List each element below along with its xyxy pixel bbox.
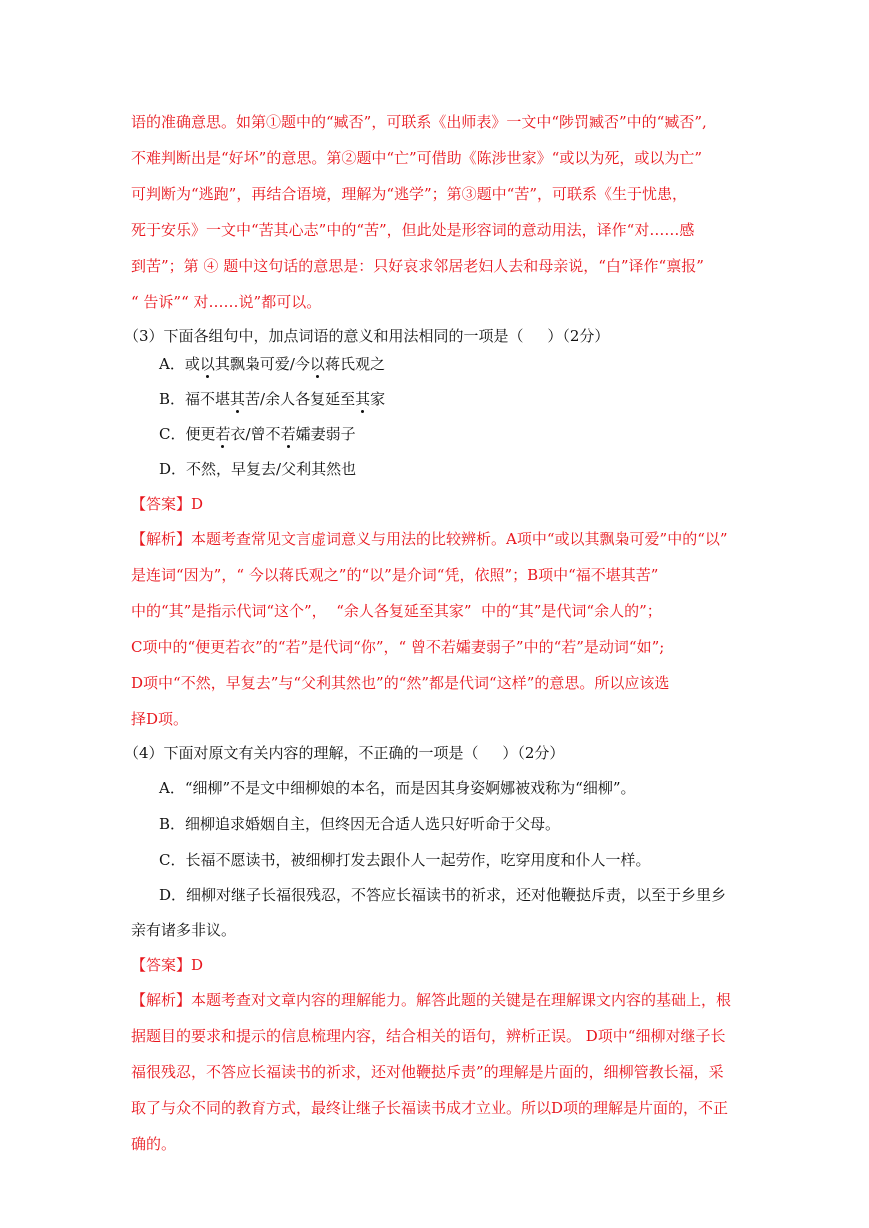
option-text: 家 (370, 390, 386, 408)
analysis-line: D项中“不然，早复去”与“父利其然也”的“然”都是代词“这样”的意思。所以应该选 (131, 674, 670, 692)
question-4-option-b: B．细柳追求婚姻自主，但终因无合适人选只好听命于父母。 (159, 815, 561, 833)
analysis-line (131, 529, 728, 549)
option-text: 其飘枭可爱/今 (214, 355, 310, 373)
analysis-line: 可判断为“逃跑”，再结合语境，理解为“逃学”；第③题中“苦”，可联系《生于忧患， (131, 185, 688, 203)
analysis-line: 取了与众不同的教育方式，最终让继子长福读书成才立业。所以D项的理解是片面的，不正 (131, 1099, 729, 1117)
analysis-line: 是连词“因为”，“ 今以蒋氏观之”的“以”是介词“凭，依照”；B项中“福不堪其苦” (131, 566, 659, 584)
dotted-word: 其 (355, 390, 371, 408)
question-3-option-c (159, 424, 356, 444)
dotted-word: 以 (309, 355, 325, 373)
question-4-option-c: C．长福不愿读书，被细柳打发去跟仆人一起劳作，吃穿用度和仆人一样。 (159, 851, 651, 869)
question-4-option-a: A．“细柳”不是文中细柳娘的本名，而是因其身姿婀娜被戏称为“细柳”。 (159, 779, 636, 797)
analysis-line: 到苦”；第 ④ 题中这句话的意思是：只好哀求邻居老妇人去和母亲说，“白”译作“禀报” (131, 257, 704, 275)
option-text: 蒋氏观之 (324, 355, 385, 373)
option-text: 衣/曾不 (230, 425, 281, 443)
analysis-text: 本题考查常见文言虚词意义与用法的比较辨析。A项中“或以其飘枭可爱”中的“以” (191, 530, 728, 548)
dotted-word: 其 (230, 390, 246, 408)
analysis-line: 死于安乐》一文中“苦其心志”中的“苦”，但此处是形容词的意动用法，译作“对……感 (131, 221, 695, 239)
analysis-text: 本题考查对文章内容的理解能力。解答此题的关键是在理解课文内容的基础上，根 (191, 991, 732, 1009)
option-text: C．便更 (159, 425, 216, 443)
answer-label: 【答案】 (131, 956, 192, 974)
analysis-line: “ 告诉”“ 对……说”都可以。 (131, 293, 322, 311)
answer-line (131, 955, 203, 975)
analysis-line: 中的“其”是指示代词“这个”， “余人各复延至其家” 中的“其”是代词“余人的”； (131, 602, 662, 620)
analysis-line: 福很残忍，不答应长福读书的祈求，还对他鞭挞斥责”的理解是片面的，细柳管教长福，采 (131, 1063, 724, 1081)
answer-line (131, 494, 203, 514)
option-text: 孀妻弱子 (295, 425, 356, 443)
question-3-option-b (159, 389, 385, 409)
answer-label: 【答案】 (131, 495, 192, 513)
answer-value: D (191, 495, 204, 513)
analysis-line: 择D项。 (131, 710, 189, 728)
question-3-option-a (159, 354, 385, 374)
option-text: A．或 (159, 355, 200, 373)
analysis-line: 语的准确意思。如第①题中的“臧否”，可联系《出师表》一文中“陟罚臧否”中的“臧否”, (131, 113, 707, 131)
question-4-option-d: D．细柳对继子长福很残忍，不答应长福读书的祈求，还对他鞭挞斥责，以至于乡里乡 (159, 886, 727, 904)
answer-value: D (191, 956, 204, 974)
analysis-line: 据题目的要求和提示的信息梳理内容，结合相关的语句，辨析正误。 D项中“细柳对继子长 (131, 1027, 726, 1045)
analysis-line (131, 990, 731, 1010)
analysis-line: 确的。 (131, 1135, 177, 1153)
dotted-word: 若 (215, 425, 231, 443)
dotted-word: 以 (199, 355, 215, 373)
analysis-label: 【解析】 (131, 530, 192, 548)
analysis-line: C项中的“便更若衣”的“若”是代词“你”，“ 曾不若孀妻弱子”中的“若”是动词“如”; (131, 638, 665, 656)
option-text: B．福不堪 (159, 390, 231, 408)
option-text: 苦/余人各复延至 (245, 390, 356, 408)
question-4-option-d-cont: 亲有诸多非议。 (131, 921, 237, 939)
dotted-word: 若 (280, 425, 296, 443)
analysis-label: 【解析】 (131, 991, 192, 1009)
analysis-line: 不难判断出是“好坏”的意思。第②题中“亡”可借助《陈涉世家》“或以为死，或以为亡” (131, 149, 703, 167)
question-3-stem: （3）下面各组句中，加点词语的意义和用法相同的一项是（ ）（2分） (124, 327, 610, 345)
question-4-stem: （4）下面对原文有关内容的理解，不正确的一项是（ ）（2分） (124, 744, 565, 762)
question-3-option-d: D．不然，早复去/父利其然也 (159, 460, 357, 478)
